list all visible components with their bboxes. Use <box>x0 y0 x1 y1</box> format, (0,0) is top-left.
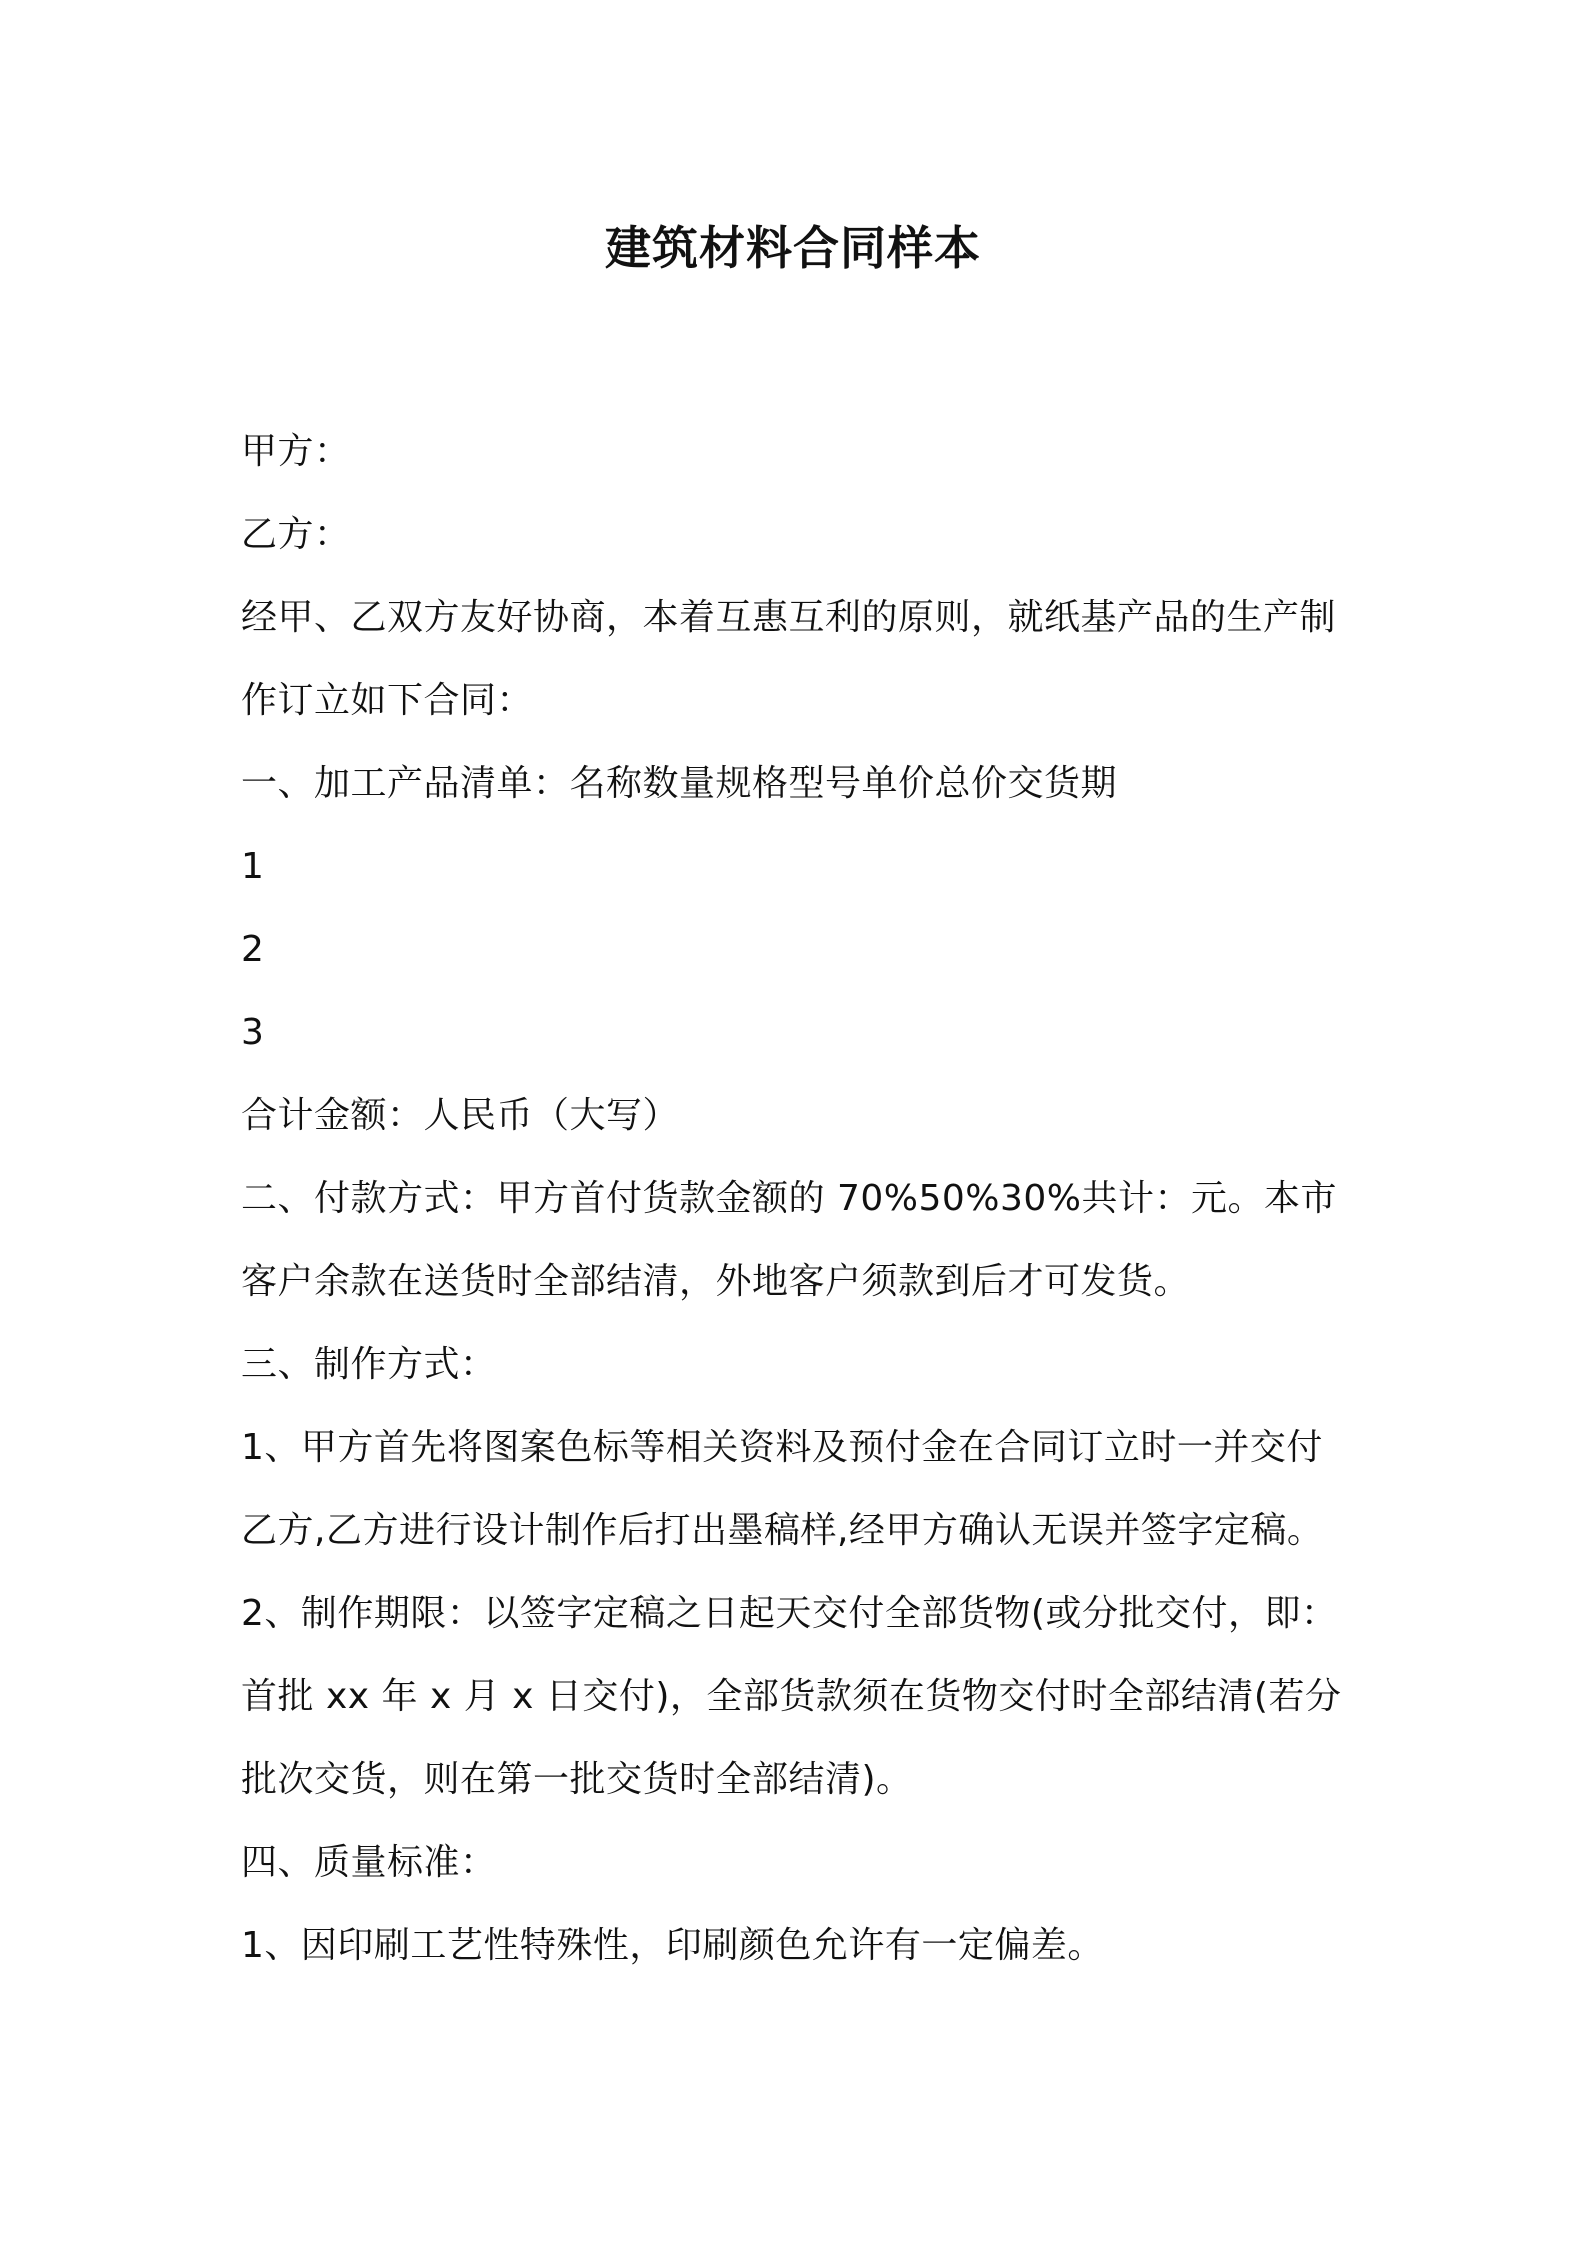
document-body <box>241 410 1361 1987</box>
section-2-line-1: 二、付款方式：甲方首付货款金额的 70%50%30%共计：元。本市 <box>241 1178 1337 1219</box>
section-4-item-1: 1、因印刷工艺性特殊性，印刷颜色允许有一定偏差。 <box>241 1925 1104 1966</box>
document-title: 建筑材料合同样本 <box>605 221 981 275</box>
product-row-1: 1 <box>241 846 265 887</box>
total-amount-line: 合计金额：人民币（大写） <box>241 1095 680 1136</box>
section-3-item-1-line-1: 1、甲方首先将图案色标等相关资料及预付金在合同订立时一并交付 <box>241 1427 1323 1468</box>
section-1-heading: 一、加工产品清单：名称数量规格型号单价总价交货期 <box>241 763 1118 804</box>
product-row-2: 2 <box>241 929 265 970</box>
party-b-line: 乙方： <box>241 514 351 555</box>
product-row-3: 3 <box>241 1012 265 1053</box>
section-2-line-2: 客户余款在送货时全部结清，外地客户须款到后才可发货。 <box>241 1261 1191 1302</box>
section-4-heading: 四、质量标准： <box>241 1842 497 1883</box>
party-a-line: 甲方： <box>241 431 351 472</box>
preamble-line-1: 经甲、乙双方友好协商，本着互惠互利的原则，就纸基产品的生产制 <box>241 597 1337 638</box>
section-3-heading: 三、制作方式： <box>241 1344 497 1385</box>
section-3-item-2-line-1: 2、制作期限：以签字定稿之日起天交付全部货物(或分批交付，即： <box>241 1593 1338 1634</box>
preamble-line-2: 作订立如下合同： <box>241 680 534 721</box>
section-3-item-2-line-2: 首批 xx 年 x 月 x 日交付)，全部货款须在货物交付时全部结清(若分 <box>241 1676 1342 1717</box>
section-3-item-2-line-3: 批次交货，则在第一批交货时全部结清)。 <box>241 1759 913 1800</box>
section-3-item-1-line-2: 乙方,乙方进行设计制作后打出墨稿样,经甲方确认无误并签字定稿。 <box>241 1510 1324 1551</box>
